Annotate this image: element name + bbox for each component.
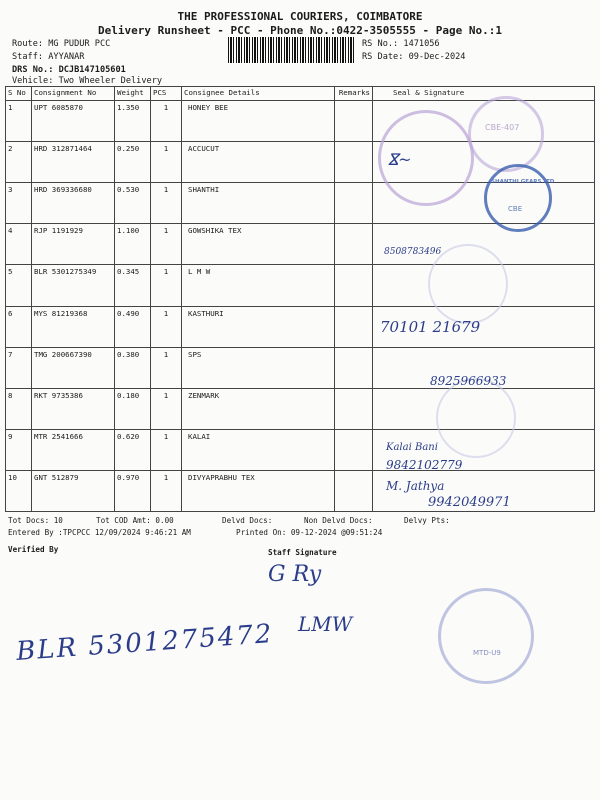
signature-row2: ⴵ~ [388, 150, 412, 169]
consignee: DIVYAPRABHU TEX [182, 470, 335, 511]
col-consignee: Consignee Details [182, 87, 335, 101]
entered-by: Entered By :TPCPCC 12/09/2024 9:46:21 AM [8, 528, 191, 537]
weight: 1.350 [115, 101, 151, 142]
weight: 1.100 [115, 224, 151, 265]
consignee: HONEY BEE [182, 101, 335, 142]
remarks [335, 183, 373, 224]
stamp-shanthi: SHANTHI GEARS LTD [491, 179, 555, 185]
sno: 1 [6, 101, 32, 142]
row9-name-handwritten: Kalai Bani [386, 442, 438, 453]
rs-number: RS No.: 1471056 [362, 39, 440, 49]
weight: 0.180 [115, 388, 151, 429]
weight: 0.970 [115, 470, 151, 511]
remarks [335, 388, 373, 429]
sno: 8 [6, 388, 32, 429]
pcs: 1 [151, 101, 182, 142]
stamp-cbe: CBE [508, 205, 523, 213]
table-row [6, 306, 595, 347]
sno: 6 [6, 306, 32, 347]
barcode [228, 37, 354, 63]
row7-phone-handwritten: 8925966933 [430, 374, 507, 388]
automation-seal-stamp [468, 96, 544, 172]
consignment-no: BLR 5301275349 [32, 265, 115, 306]
stamp-cbe407: CBE-407 [485, 123, 520, 132]
drs-number: DRS No.: DCJB147105601 [12, 65, 126, 75]
pcs: 1 [151, 470, 182, 511]
weight: 0.490 [115, 306, 151, 347]
tot-docs: Tot Docs: 10 [8, 516, 63, 525]
sno: 5 [6, 265, 32, 306]
remarks [335, 101, 373, 142]
sno: 3 [6, 183, 32, 224]
consignment-no: TMG 200667390 [32, 347, 115, 388]
route-label: Route: MG PUDUR PCC [12, 39, 111, 49]
col-remarks: Remarks [335, 87, 373, 101]
pcs: 1 [151, 265, 182, 306]
consignment-no: RKT 9735386 [32, 388, 115, 429]
consignment-no: UPT 6085870 [32, 101, 115, 142]
sno: 10 [6, 470, 32, 511]
consignee: L M W [182, 265, 335, 306]
consignment-no: RJP 1191929 [32, 224, 115, 265]
remarks [335, 224, 373, 265]
row10-name-handwritten: M. Jathya [386, 479, 445, 493]
staff-signature-label: Staff Signature [268, 548, 337, 557]
pcs: 1 [151, 224, 182, 265]
pcs: 1 [151, 429, 182, 470]
stamp-mtd: MTD-U9 [473, 649, 501, 657]
runsheet-subtitle: Delivery Runsheet - PCC - Phone No.:0422-3505555 - Page No.:1 [98, 24, 502, 37]
sno: 2 [6, 142, 32, 183]
col-seal-signature: Seal & Signature [373, 87, 595, 101]
remarks [335, 429, 373, 470]
bottom-consignment-handwritten: BLR 5301275472 [15, 619, 275, 667]
col-pcs: PCS [151, 87, 182, 101]
consignee: KASTHURI [182, 306, 335, 347]
remarks [335, 470, 373, 511]
consignee: ZENMARK [182, 388, 335, 429]
pcs: 1 [151, 388, 182, 429]
weight: 0.530 [115, 183, 151, 224]
consignee: ACCUCUT [182, 142, 335, 183]
consignment-no: HRD 312871464 [32, 142, 115, 183]
sno: 9 [6, 429, 32, 470]
pcs: 1 [151, 183, 182, 224]
row4-phone-handwritten: 8508783496 [384, 247, 442, 257]
non-delvd-docs: Non Delvd Docs: [304, 516, 373, 525]
col-consignment: Consignment No [32, 87, 115, 101]
row6-phone-handwritten: 70101 21679 [380, 318, 481, 336]
weight: 0.345 [115, 265, 151, 306]
sno: 7 [6, 347, 32, 388]
pcs: 1 [151, 142, 182, 183]
consignee: SHANTHI [182, 183, 335, 224]
pcs: 1 [151, 347, 182, 388]
staff-label: Staff: AYYANAR [12, 52, 85, 62]
remarks [335, 347, 373, 388]
pcs: 1 [151, 306, 182, 347]
remarks [335, 265, 373, 306]
shanthi-gears-stamp [484, 164, 555, 232]
verified-by: Verified By [8, 545, 59, 554]
remarks [335, 306, 373, 347]
weight: 0.620 [115, 429, 151, 470]
sno: 4 [6, 224, 32, 265]
consignment-no: MTR 2541666 [32, 429, 115, 470]
delvd-docs: Delvd Docs: [222, 516, 273, 525]
machine-works-stamp [438, 588, 534, 684]
consignee: SPS [182, 347, 335, 388]
row10-phone-handwritten: 9942049971 [428, 495, 511, 510]
staff-signature-handwritten: G Ry [268, 562, 322, 587]
bottom-name-handwritten: LMW [298, 612, 353, 636]
consignment-no: MYS 81219368 [32, 306, 115, 347]
col-weight: Weight [115, 87, 151, 101]
company-title: THE PROFESSIONAL COURIERS, COIMBATORE [177, 10, 423, 23]
remarks [335, 142, 373, 183]
delvy-pts: Delvy Pts: [404, 516, 450, 525]
consignment-no: GNT 512879 [32, 470, 115, 511]
weight: 0.250 [115, 142, 151, 183]
consignee: GOWSHIKA TEX [182, 224, 335, 265]
zenmark-seal-stamp [436, 378, 516, 458]
printed-on: Printed On: 09-12-2024 @09:51:24 [236, 528, 383, 537]
consignee: KALAI [182, 429, 335, 470]
weight: 0.380 [115, 347, 151, 388]
tot-cod: Tot COD Amt: 0.00 [96, 516, 174, 525]
vehicle-label: Vehicle: Two Wheeler Delivery [12, 76, 163, 86]
col-sno: S No [6, 87, 32, 101]
row9-phone-handwritten: 9842102779 [386, 458, 463, 472]
consignment-no: HRD 369336680 [32, 183, 115, 224]
rs-date: RS Date: 09-Dec-2024 [362, 52, 466, 62]
